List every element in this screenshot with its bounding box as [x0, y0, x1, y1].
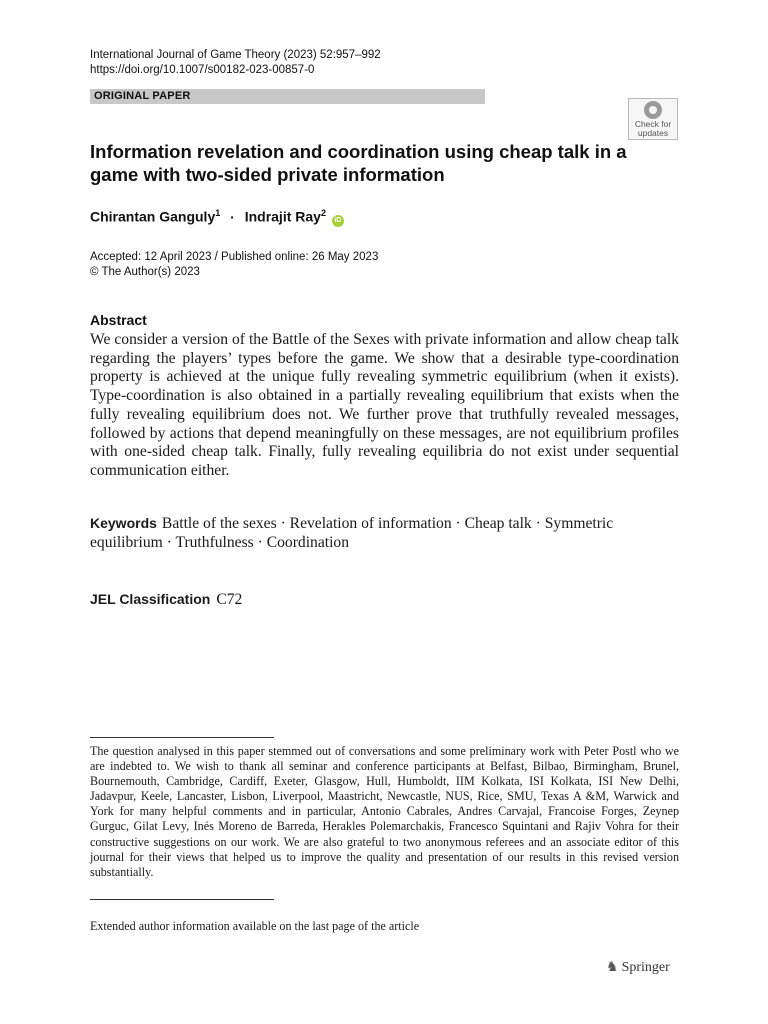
orcid-icon[interactable]: iD [332, 215, 344, 227]
jel-label: JEL Classification [90, 591, 211, 607]
author-name[interactable]: Chirantan Ganguly [90, 208, 216, 225]
author-affiliation-marker: 1 [215, 208, 221, 218]
footnote-divider [90, 899, 274, 900]
keywords-label: Keywords [90, 515, 157, 531]
springer-horse-icon: ♞ [606, 960, 619, 975]
keywords-section [90, 514, 679, 552]
extended-author-info: Extended author information available on the last page of the article [90, 919, 420, 933]
update-icon [644, 101, 662, 119]
publication-dates: Accepted: 12 April 2023 / Published online: 26 May 2023 [90, 251, 379, 263]
copyright-notice: © The Author(s) 2023 [90, 266, 200, 278]
doi-link[interactable]: https://doi.org/10.1007/s00182-023-00857-0 [90, 64, 315, 76]
footnote-divider [90, 737, 274, 738]
article-title: Information revelation and coordination using cheap talk in a game with two-sided private information [90, 141, 627, 185]
publisher-logo [606, 959, 670, 976]
journal-citation: International Journal of Game Theory (2023) 52:957–992 [90, 49, 381, 61]
abstract-body: We consider a version of the Battle of the Sexes with private information and allow cheap talk regarding the players’ types before the game. We show that a desirable type-coordination property is achieved at the unique fully revealing symmetric equilibrium (when it exists). Type-coordination is also obtained in a partially revealing equilibrium that exists when the fully revealing equilibrium does not. We further prove that truthfully revealed messages, followed by actions that depend meaningfully on these messages, are not equilibrium profiles with one-sided cheap talk. Finally, fully revealing equilibria do not exist under sequential communication either. [90, 331, 679, 479]
section-banner [90, 89, 485, 104]
jel-code: C72 [216, 591, 243, 608]
author-affiliation-marker: 2 [320, 208, 326, 218]
author-list [90, 208, 344, 227]
author-name[interactable]: Indrajit Ray [244, 208, 321, 225]
check-for-updates-badge[interactable] [628, 98, 678, 140]
acknowledgement-footnote: The question analysed in this paper stemmed out of conversations and some preliminary work with Peter Postl who we are indebted to. We wish to thank all seminar and conference participants at Belfast, Bilbao, Birmingham, Brunel, Bournemouth, Cambridge, Cardiff, Exeter, Glasgow, Hull, Humboldt, IIM Kolkata, ISI Kolkata, ISI New Delhi, Jadavpur, Keele, Lancaster, Lisbon, Liverpool, Maastricht, Newcastle, NUS, Rice, SMU, Texas A &M, Warwick and York for many helpful comments and in particular, Antonio Cabrales, Andres Carvajal, Francoise Forges, Zeynep Gurguc, Gilat Levy, Inés Moreno de Barreda, Herakles Polemarchakis, Francesco Squintani and Rajiv Vohra for their constructive suggestions on our work. We are also grateful to two anonymous referees and an associate editor of this journal for their views that helped us to improve the quality and presentation of our results in this revised version substantially. [90, 744, 679, 879]
author-separator: · [230, 208, 235, 225]
abstract-heading: Abstract [90, 312, 147, 328]
check-for-updates-label: Check for updates [634, 119, 672, 138]
jel-classification [90, 591, 242, 609]
publisher-name: Springer [621, 960, 670, 975]
keywords-text: Battle of the sexes · Revelation of information · Cheap talk · Symmetric equilibrium · Truthfulness · Coordination [90, 515, 614, 551]
section-banner-label: ORIGINAL PAPER [94, 90, 191, 102]
